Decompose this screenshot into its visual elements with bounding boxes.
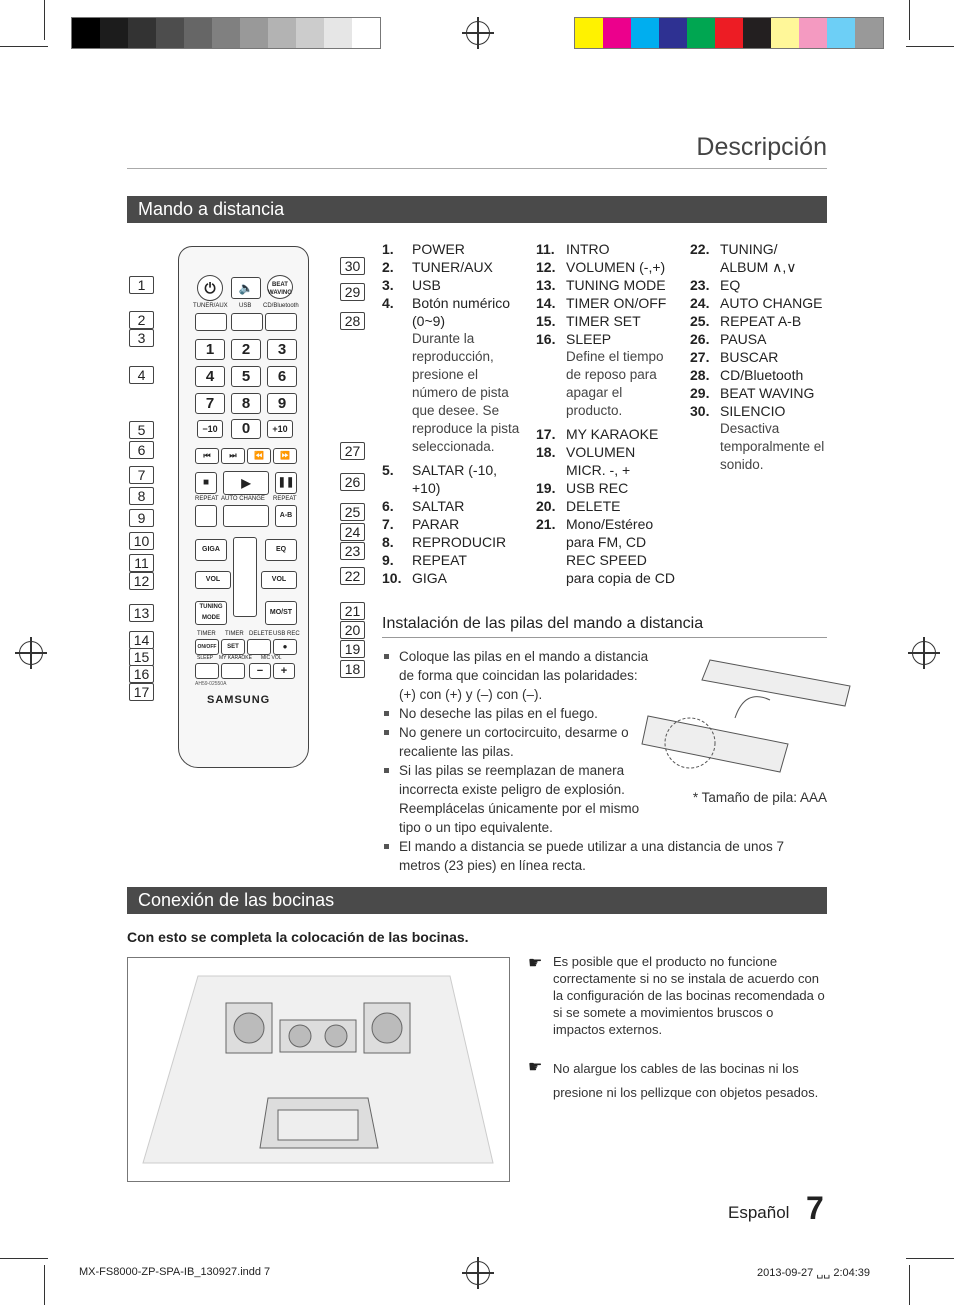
- color-swatch: [855, 18, 883, 48]
- item-number: 10.: [382, 570, 402, 586]
- grayscale-bar: [71, 17, 381, 49]
- item-label: PARAR: [412, 516, 460, 532]
- item-number: 30.: [690, 403, 710, 419]
- callout-number: 29: [340, 283, 365, 301]
- color-swatch: [352, 18, 380, 48]
- list-item: [536, 294, 676, 312]
- callout-number: 6: [129, 441, 154, 459]
- callout-number: 30: [340, 257, 365, 275]
- skip-forward-icon: ⏭: [221, 448, 245, 464]
- tuner-label: TUNER/AUX: [193, 303, 228, 309]
- list-item: [536, 312, 676, 330]
- auto-change-label: AUTO CHANGE: [221, 496, 265, 502]
- item-number: 21.: [536, 516, 556, 532]
- color-swatch: [659, 18, 687, 48]
- registration-mark-icon: [466, 21, 490, 45]
- page-title: Descripción: [696, 133, 827, 161]
- mo-st-button: MO/ST: [265, 601, 297, 625]
- stop-icon: ■: [195, 472, 217, 494]
- giga-button: GIGA: [195, 539, 227, 561]
- tuning-mode-button: TUNING MODE: [195, 601, 227, 625]
- repeat-button: [195, 505, 217, 527]
- item-number: 5.: [382, 462, 394, 478]
- list-item: [382, 533, 522, 551]
- sleep-button: [195, 663, 219, 679]
- item-label: INTRO: [566, 241, 610, 257]
- item-label: VOLUMEN MICR. -, +: [566, 444, 636, 478]
- timer-set-button: SET: [221, 639, 245, 655]
- item-label: TIMER ON/OFF: [566, 295, 667, 311]
- tuning-album-rocker: [233, 537, 257, 617]
- item-label: TUNING/ ALBUM ∧,∨: [720, 241, 797, 275]
- color-swatch: [184, 18, 212, 48]
- callout-number: 20: [340, 621, 365, 639]
- list-item: [690, 402, 828, 479]
- number-key: 7: [195, 393, 225, 414]
- item-number: 20.: [536, 498, 556, 514]
- callout-number: 9: [129, 509, 154, 527]
- list-item: [382, 294, 522, 461]
- bullet-item: Si las pilas se reemplazan de manera incorrecta existe peligro de explosión. Reemplácelas únicamente por el mismo tipo o un tipo equivalente.: [382, 761, 654, 837]
- item-description: Desactiva temporalmente el sonido.: [720, 421, 825, 472]
- list-item: [382, 240, 522, 258]
- list-item: [536, 497, 676, 515]
- item-number: 23.: [690, 277, 710, 293]
- item-label: PAUSA: [720, 331, 767, 347]
- item-number: 1.: [382, 241, 394, 257]
- list-item: [690, 276, 828, 294]
- cd-label: CD/Bluetooth: [263, 303, 299, 309]
- color-swatch: [603, 18, 631, 48]
- item-label: REPEAT: [412, 552, 467, 568]
- item-label: REPEAT A-B: [720, 313, 802, 329]
- timer-set-label: TIMER: [225, 631, 244, 637]
- mute-icon: 🔈: [231, 277, 261, 299]
- pause-icon: ❚❚: [275, 472, 297, 494]
- callout-number: 8: [129, 487, 154, 505]
- item-label: SLEEP: [566, 331, 612, 347]
- crop-mark: [0, 46, 48, 47]
- callout-number: 28: [340, 312, 365, 330]
- list-item: [536, 330, 676, 425]
- item-number: 19.: [536, 480, 556, 496]
- color-swatch: [743, 18, 771, 48]
- item-label: REPRODUCIR: [412, 534, 507, 550]
- callout-number: 10: [129, 532, 154, 550]
- color-swatch: [687, 18, 715, 48]
- search-back-icon: ⏪: [247, 448, 271, 464]
- footer-filename: MX-FS8000-ZP-SPA-IB_130927.indd 7: [79, 1266, 271, 1278]
- item-number: 14.: [536, 295, 556, 311]
- list-item: [690, 294, 828, 312]
- callout-number: 23: [340, 542, 365, 560]
- list-item: [690, 384, 828, 402]
- usb-rec-label: USB REC: [273, 631, 300, 637]
- crop-mark: [44, 1265, 45, 1305]
- color-swatch: [268, 18, 296, 48]
- item-label: VOLUMEN (-,+): [566, 259, 666, 275]
- item-label: TUNER/AUX: [412, 259, 493, 275]
- callout-number: 1: [129, 276, 154, 294]
- timer-onoff-button: ON/OFF: [195, 639, 219, 655]
- list-item: [690, 312, 828, 330]
- section-header-remote: Mando a distancia: [127, 196, 827, 223]
- item-number: 9.: [382, 552, 394, 568]
- list-item: [536, 425, 676, 443]
- crop-mark: [44, 0, 45, 40]
- color-swatch: [296, 18, 324, 48]
- callout-number: 19: [340, 640, 365, 658]
- list-item: [536, 479, 676, 497]
- callout-number: 5: [129, 421, 154, 439]
- list-item: [690, 240, 828, 276]
- item-label: SALTAR: [412, 498, 465, 514]
- callout-number: 18: [340, 660, 365, 678]
- search-forward-icon: ⏩: [273, 448, 297, 464]
- item-number: 11.: [536, 241, 555, 257]
- number-key: 1: [195, 339, 225, 360]
- callout-number: 4: [129, 366, 154, 384]
- registration-mark-icon: [19, 641, 43, 665]
- item-number: 22.: [690, 241, 710, 257]
- callout-number: 25: [340, 503, 365, 521]
- skip-back-icon: ⏮: [195, 448, 219, 464]
- item-label: GIGA: [412, 570, 448, 586]
- item-label: USB REC: [566, 480, 629, 496]
- item-label: Botón numérico (0~9): [412, 295, 511, 329]
- list-item: [690, 348, 828, 366]
- callout-number: 27: [340, 442, 365, 460]
- list-item: [382, 461, 522, 497]
- crop-mark: [906, 1258, 954, 1259]
- battery-rule: [382, 637, 827, 638]
- item-number: 17.: [536, 426, 556, 442]
- battery-heading: Instalación de las pilas del mando a distancia: [382, 615, 704, 632]
- play-icon: ▶: [223, 471, 269, 495]
- item-label: SILENCIO: [720, 403, 786, 419]
- plus10-button: +10: [267, 420, 293, 438]
- item-label: BEAT WAVING: [720, 385, 815, 401]
- item-label: TIMER SET: [566, 313, 641, 329]
- minus10-button: −10: [197, 420, 223, 438]
- item-number: 7.: [382, 516, 394, 532]
- eq-button: EQ: [265, 539, 297, 561]
- list-item: [690, 366, 828, 384]
- delete-button: [247, 639, 271, 655]
- beat-waving-button: BEAT WAVING: [267, 275, 293, 299]
- callout-number: 24: [340, 523, 365, 541]
- repeat-ab-button: A-B: [275, 505, 297, 527]
- color-swatch: [128, 18, 156, 48]
- remote-control: [178, 246, 309, 768]
- color-swatch: [631, 18, 659, 48]
- callout-number: 16: [129, 665, 154, 683]
- callout-number: 7: [129, 466, 154, 484]
- color-swatch: [827, 18, 855, 48]
- mic-vol-up-icon: +: [273, 663, 295, 679]
- number-key: 2: [231, 339, 261, 360]
- sleep-label: SLEEP: [197, 655, 214, 661]
- speakers-intro: Con esto se completa la colocación de las bocinas.: [127, 929, 469, 945]
- crop-mark: [909, 0, 910, 40]
- vol-down-button: VOL: [195, 571, 231, 589]
- section-header-speakers: Conexión de las bocinas: [127, 887, 827, 914]
- item-number: 6.: [382, 498, 394, 514]
- number-key: 9: [267, 393, 297, 414]
- color-swatch: [72, 18, 100, 48]
- karaoke-label: MY KARAOKE: [219, 655, 252, 661]
- callout-number: 22: [340, 567, 365, 585]
- auto-change-button: [223, 505, 269, 527]
- item-number: 12.: [536, 259, 556, 275]
- item-label: MY KARAOKE: [566, 426, 659, 442]
- registration-mark-icon: [466, 1261, 490, 1285]
- zero-key: 0: [231, 419, 261, 439]
- item-number: 18.: [536, 444, 556, 460]
- mic-vol-down-icon: −: [249, 663, 271, 679]
- item-number: 2.: [382, 259, 394, 275]
- speaker-note-1: Es posible que el producto no funcione correctamente si no se instala de acuerdo con la configuración de las bocinas recomendada o si se somete a movimientos bruscos o impactos externos.: [553, 954, 825, 1037]
- item-label: AUTO CHANGE: [720, 295, 823, 311]
- callout-number: 13: [129, 604, 154, 622]
- delete-label: DELETE: [249, 631, 273, 637]
- color-swatch: [799, 18, 827, 48]
- list-item: [382, 515, 522, 533]
- item-label: Mono/Estéreo para FM, CD REC SPEED para copia de CD: [566, 516, 675, 586]
- power-icon: ⏻: [197, 275, 223, 301]
- callout-number: 21: [340, 602, 365, 620]
- number-key: 6: [267, 366, 297, 387]
- battery-illustration: [640, 648, 860, 778]
- number-key: 8: [231, 393, 261, 414]
- item-list-col2: [536, 240, 676, 587]
- speaker-note-2: No alargue los cables de las bocinas ni los presione ni los pellizque con objetos pesados.: [553, 1061, 819, 1100]
- callout-number: 15: [129, 648, 154, 666]
- title-rule: [127, 168, 827, 169]
- karaoke-button: [221, 663, 245, 679]
- list-item: [536, 443, 676, 479]
- list-item: [382, 551, 522, 569]
- color-swatch: [771, 18, 799, 48]
- list-item: [690, 330, 828, 348]
- number-key: 3: [267, 339, 297, 360]
- color-swatch: [156, 18, 184, 48]
- list-item: [382, 258, 522, 276]
- item-label: SALTAR (-10, +10): [412, 462, 498, 496]
- list-item: [382, 569, 522, 587]
- color-swatch: [100, 18, 128, 48]
- item-number: 29.: [690, 385, 710, 401]
- usb-button: [231, 313, 263, 331]
- color-swatch: [715, 18, 743, 48]
- color-swatch: [575, 18, 603, 48]
- callout-number: 26: [340, 473, 365, 491]
- footer-date: 2013-09-27 ␣␣ 2:04:39: [757, 1267, 871, 1279]
- item-description: Durante la reproducción, presione el número de pista que desee. Se reproduce la pista seleccionada.: [412, 331, 520, 454]
- callout-number: 2: [129, 311, 154, 329]
- item-number: 8.: [382, 534, 394, 550]
- color-bar: [574, 17, 884, 49]
- list-item: [536, 515, 676, 587]
- item-number: 3.: [382, 277, 394, 293]
- callout-number: 11: [129, 554, 154, 572]
- color-swatch: [212, 18, 240, 48]
- language-label: Español: [728, 1203, 790, 1222]
- repeat-label: REPEAT: [195, 496, 219, 502]
- mic-vol-label: MIC VOL: [261, 655, 282, 661]
- item-label: DELETE: [566, 498, 621, 514]
- item-label: CD/Bluetooth: [720, 367, 804, 383]
- item-number: 15.: [536, 313, 556, 329]
- item-number: 4.: [382, 295, 394, 311]
- item-number: 16.: [536, 331, 556, 347]
- tuner-button: [195, 313, 227, 331]
- list-item: [382, 276, 522, 294]
- item-label: TUNING MODE: [566, 277, 666, 293]
- bullet-item: No deseche las pilas en el fuego.: [382, 704, 654, 723]
- note-hand-icon: ☛: [528, 955, 543, 972]
- registration-mark-icon: [912, 641, 936, 665]
- list-item: [536, 240, 676, 258]
- repeat-ab-label: REPEAT: [273, 496, 297, 502]
- timer-label: TIMER: [197, 631, 216, 637]
- item-number: 27.: [690, 349, 710, 365]
- bullet-item: Coloque las pilas en el mando a distancia de forma que coincidan las polaridades: (+) con (+) y (–) con (–).: [382, 647, 654, 704]
- crop-mark: [909, 1265, 910, 1305]
- speaker-placement-figure: [127, 957, 510, 1182]
- usb-label: USB: [239, 303, 252, 309]
- item-number: 26.: [690, 331, 710, 347]
- usb-rec-icon: ●: [273, 639, 297, 655]
- item-number: 13.: [536, 277, 556, 293]
- list-item: [382, 497, 522, 515]
- note-hand-icon: ☛: [528, 1059, 543, 1076]
- item-number: 25.: [690, 313, 710, 329]
- cd-button: [265, 313, 297, 331]
- list-item: [536, 276, 676, 294]
- number-key: 4: [195, 366, 225, 387]
- model-number: AH59-02550A: [195, 681, 227, 687]
- item-description: Define el tiempo de reposo para apagar el producto.: [566, 349, 664, 418]
- samsung-logo: SAMSUNG: [207, 694, 271, 706]
- callout-number: 17: [129, 683, 154, 701]
- item-label: EQ: [720, 277, 741, 293]
- color-swatch: [324, 18, 352, 48]
- bullet-item: No genere un cortocircuito, desarme o recaliente las pilas.: [382, 723, 654, 761]
- item-list-col1: [382, 240, 522, 587]
- item-list-col3: [690, 240, 828, 479]
- item-label: POWER: [412, 241, 465, 257]
- battery-size-note: * Tamaño de pila: AAA: [692, 790, 827, 805]
- number-key: 5: [231, 366, 261, 387]
- list-item: [536, 258, 676, 276]
- callout-number: 3: [129, 329, 154, 347]
- crop-mark: [906, 46, 954, 47]
- item-number: 24.: [690, 295, 710, 311]
- crop-mark: [0, 1258, 48, 1259]
- item-label: USB: [412, 277, 441, 293]
- speaker-layout-illustration: [128, 958, 509, 1181]
- color-swatch: [240, 18, 268, 48]
- vol-up-button: VOL: [261, 571, 297, 589]
- callout-number: 12: [129, 572, 154, 590]
- page-number: 7: [806, 1190, 824, 1226]
- item-number: 28.: [690, 367, 710, 383]
- item-label: BUSCAR: [720, 349, 779, 365]
- callout-number: 14: [129, 631, 154, 649]
- bullet-item: El mando a distancia se puede utilizar a una distancia de unos 7 metros (23 pies) en línea recta.: [382, 837, 809, 875]
